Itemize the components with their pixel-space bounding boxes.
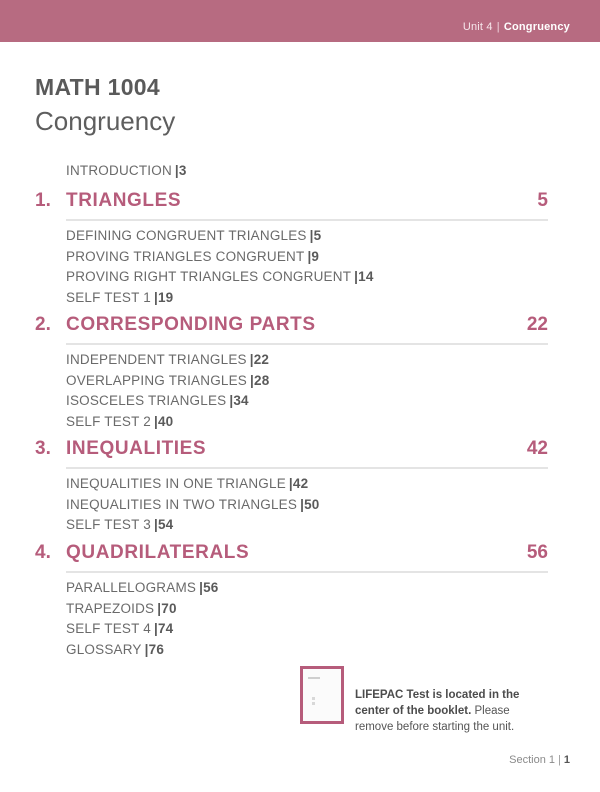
toc-item[interactable] [66,619,219,640]
breadcrumb-separator: | [496,21,500,33]
section-item-list [66,578,219,660]
booklet-dot-mark [312,702,315,705]
toc-item-page: |42 [288,476,309,491]
toc-item-label: INTRODUCTION [66,163,172,178]
toc-item-label: INEQUALITIES IN TWO TRIANGLES [66,496,298,512]
toc-item[interactable] [66,599,219,620]
unit-label: Unit 4 [462,21,493,33]
toc-item[interactable] [66,495,320,516]
section-title[interactable]: TRIANGLES [66,190,182,211]
toc-item[interactable] [66,515,320,536]
toc-item-label: GLOSSARY [66,641,142,657]
toc-item-label: SELF TEST 2 [66,413,151,429]
section-number: 2. [35,314,51,335]
toc-item-page: |19 [154,289,174,305]
toc-item[interactable] [66,640,219,661]
toc-item-page: |5 [309,228,322,243]
section-divider [66,467,548,469]
toc-item-label: INEQUALITIES IN ONE TRIANGLE [66,476,286,491]
section-title[interactable]: QUADRILATERALS [66,542,250,563]
section-title[interactable]: CORRESPONDING PARTS [66,314,316,335]
toc-item[interactable] [66,474,320,495]
toc-item-page: |50 [300,496,320,512]
section-item-list [66,226,374,308]
toc-item-page: |56 [199,580,219,595]
toc-item[interactable] [66,391,269,412]
toc-introduction[interactable] [66,163,187,178]
toc-item[interactable] [66,412,269,433]
toc-item[interactable] [66,578,219,599]
section-title[interactable]: INEQUALITIES [66,438,207,459]
footer-separator: | [558,754,561,766]
unit-breadcrumb [463,21,570,33]
booklet-line-mark [308,677,320,679]
test-booklet-icon [300,666,344,724]
footer-page-number: 1 [563,754,570,766]
toc-item[interactable] [66,247,374,268]
toc-item-page: |54 [154,517,174,532]
course-code: MATH 1004 [35,74,160,100]
toc-item[interactable] [66,267,374,288]
booklet-dot-mark [312,697,315,700]
header-bar [0,0,600,42]
toc-item-label: SELF TEST 1 [66,289,151,305]
toc-item[interactable] [66,288,374,309]
section-divider [66,343,548,345]
toc-item[interactable] [66,350,269,371]
toc-item-label: SELF TEST 3 [66,517,151,532]
section-page: 56 [526,542,548,563]
toc-item-page: |28 [250,372,270,388]
footer-section-label: Section 1 [509,754,556,766]
toc-item-label: INDEPENDENT TRIANGLES [66,352,247,367]
toc-item-label: DEFINING CONGRUENT TRIANGLES [66,228,307,243]
toc-item-label: OVERLAPPING TRIANGLES [66,372,248,388]
toc-item-page: |76 [144,641,165,657]
toc-item-page: |74 [154,621,174,636]
toc-item[interactable] [66,371,269,392]
section-number: 1. [35,190,51,211]
toc-item-page: |40 [154,413,174,429]
toc-item-label: ISOSCELES TRIANGLES [66,393,227,408]
toc-item-page: |9 [307,248,320,264]
toc-item-page: |3 [174,163,187,178]
section-page: 5 [537,190,548,211]
page-title: Congruency [35,106,176,136]
toc-item-page: |22 [249,352,270,367]
section-number: 3. [35,438,51,459]
unit-title: Congruency [503,21,570,33]
toc-item-label: PROVING RIGHT TRIANGLES CONGRUENT [66,269,352,284]
page-footer [509,754,570,766]
toc-item-page: |70 [157,600,177,616]
toc-item-label: PROVING TRIANGLES CONGRUENT [66,248,305,264]
note-text: Please remove before starting the unit. [355,705,515,733]
note-bold-text: LIFEPAC Test is located in the center of the booklet. [355,689,520,717]
toc-item-page: |34 [229,393,249,408]
section-item-list [66,350,269,432]
toc-item[interactable] [66,226,374,247]
toc-item-label: SELF TEST 4 [66,621,151,636]
toc-item-page: |14 [354,269,374,284]
toc-item-label: TRAPEZOIDS [66,600,155,616]
lifepac-test-note [355,687,535,735]
section-divider [66,571,548,573]
section-item-list [66,474,320,536]
section-number: 4. [35,542,51,563]
section-page: 22 [526,314,548,335]
section-divider [66,219,548,221]
toc-item-label: PARALLELOGRAMS [66,580,197,595]
section-page: 42 [526,438,548,459]
